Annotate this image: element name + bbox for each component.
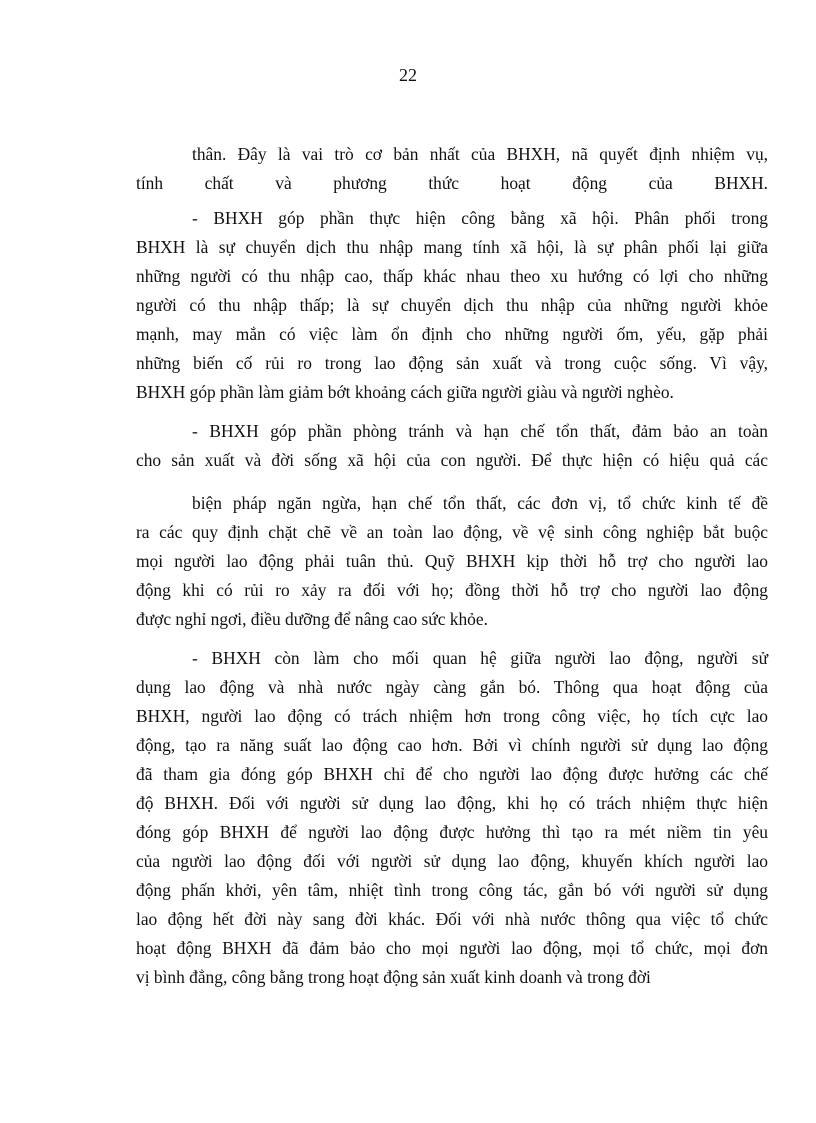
page-number: 22	[399, 65, 417, 85]
text-line: động phấn khởi, yên tâm, nhiệt tình trong công tác, gắn bó với người sử dụng	[136, 880, 768, 900]
text-line: BHXH, người lao động có trách nhiệm hơn trong công việc, họ tích cực lao	[136, 706, 768, 726]
text-line: dụng lao động và nhà nước ngày càng gắn bó. Thông qua hoạt động của	[136, 677, 768, 697]
paragraph-2	[136, 204, 768, 407]
paragraph-3	[136, 417, 768, 475]
text-line: hoạt động BHXH đã đảm bảo cho mọi người lao động, mọi tổ chức, mọi đơn	[136, 938, 768, 958]
text-line: vị bình đẳng, công bằng trong hoạt động sản xuất kinh doanh và trong đời	[136, 967, 651, 987]
text-line: đóng góp BHXH để người lao động được hưởng thì tạo ra mét niềm tin yêu	[136, 822, 768, 842]
text-line: - BHXH còn làm cho mối quan hệ giữa người lao động, người sử	[192, 648, 768, 668]
text-line: mạnh, may mắn có việc làm ổn định cho những người ốm, yếu, gặp phải	[136, 324, 768, 344]
text-line: lao động hết đời này sang đời khác. Đối với nhà nước thông qua việc tổ chức	[136, 909, 768, 929]
text-line: đã tham gia đóng góp BHXH chỉ để cho người lao động được hưởng các chế	[136, 764, 768, 784]
text-line: BHXH là sự chuyển dịch thu nhập mang tính xã hội, là sự phân phối lại giữa	[136, 237, 768, 257]
body-text	[136, 140, 768, 992]
text-line: mọi người lao động phải tuân thủ. Quỹ BHXH kịp thời hỗ trợ cho người lao	[136, 551, 768, 571]
text-line: thân. Đây là vai trò cơ bản nhất của BHXH, nã quyết định nhiệm vụ,	[192, 144, 768, 164]
text-line: biện pháp ngăn ngừa, hạn chế tổn thất, các đơn vị, tổ chức kinh tế đề	[192, 493, 768, 513]
text-line: được nghỉ ngơi, điều dưỡng để nâng cao sức khỏe.	[136, 609, 488, 629]
text-line: những biến cố rủi ro trong lao động sản xuất và trong cuộc sống. Vì vậy,	[136, 353, 768, 373]
text-line: - BHXH góp phần thực hiện công bằng xã hội. Phân phối trong	[192, 208, 768, 228]
text-line: tính chất và phương thức hoạt động của BHXH.	[136, 173, 768, 193]
paragraph-5	[136, 644, 768, 992]
text-line: những người có thu nhập cao, thấp khác nhau theo xu hướng có lợi cho những	[136, 266, 768, 286]
text-line: cho sản xuất và đời sống xã hội của con người. Để thực hiện có hiệu quả các	[136, 450, 768, 470]
text-line: của người lao động đối với người sử dụng lao động, khuyến khích người lao	[136, 851, 768, 871]
text-line: ra các quy định chặt chẽ về an toàn lao động, về vệ sinh công nghiệp bắt buộc	[136, 522, 768, 542]
text-line: độ BHXH. Đối với người sử dụng lao động, khi họ có trách nhiệm thực hiện	[136, 793, 768, 813]
text-line: - BHXH góp phần phòng tránh và hạn chế tổn thất, đảm bảo an toàn	[192, 421, 768, 441]
paragraph-1	[136, 140, 768, 198]
text-line: động, tạo ra năng suất lao động cao hơn. Bởi vì chính người sử dụng lao động	[136, 735, 768, 755]
text-line: BHXH góp phần làm giảm bớt khoảng cách giữa người giàu và người nghèo.	[136, 382, 674, 402]
text-line: người có thu nhập thấp; là sự chuyển dịch thu nhập của những người khỏe	[136, 295, 768, 315]
text-line: động khi có rủi ro xảy ra đối với họ; đồng thời hỗ trợ cho người lao động	[136, 580, 768, 600]
paragraph-4	[136, 489, 768, 634]
